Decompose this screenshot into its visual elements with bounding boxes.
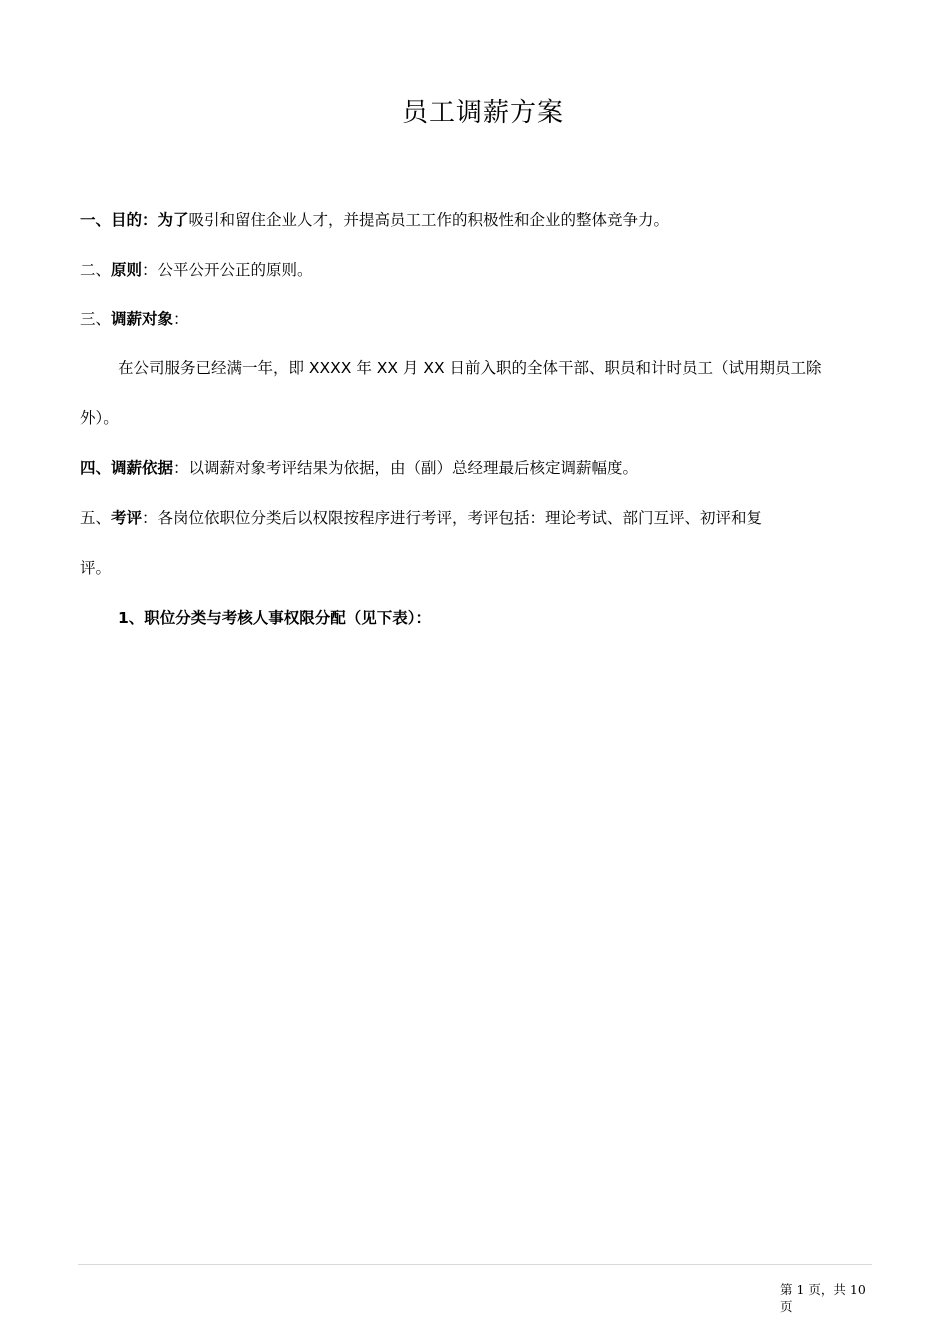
section-evaluation-prefix: 五、 bbox=[80, 509, 112, 527]
section-target-heading bbox=[80, 309, 189, 329]
section-purpose bbox=[80, 210, 669, 230]
section-purpose-text: 吸引和留住企业人才，并提高员工工作的积极性和企业的整体竞争力。 bbox=[188, 211, 670, 229]
page-number-line2: 页 bbox=[780, 1299, 793, 1314]
section-target-label: 调薪对象 bbox=[111, 310, 174, 328]
section-basis-label: 四、调薪依据 bbox=[80, 459, 174, 477]
section-target-body-line2: 外）。 bbox=[80, 409, 119, 427]
section-evaluation-text: ：各岗位依职位分类后以权限按程序进行考评，考评包括：理论考试、部门互评、初评和复 bbox=[142, 509, 763, 527]
section-principle-text: ：公平公开公正的原则。 bbox=[142, 261, 313, 279]
section-principle-prefix: 二、 bbox=[80, 261, 112, 279]
page-number bbox=[780, 1281, 880, 1315]
section-purpose-label: 一、目的：为了 bbox=[80, 211, 189, 229]
section-target-body-line1: 在公司服务已经满一年，即 XXXX 年 XX 月 XX 日前入职的全体干部、职员和计时员工（试用期员工除 bbox=[118, 359, 822, 377]
section-basis bbox=[80, 458, 638, 478]
section-basis-text: ：以调薪对象考评结果为依据，由（副）总经理最后核定调薪幅度。 bbox=[173, 459, 639, 477]
document-title: 员工调薪方案 bbox=[401, 98, 564, 128]
section-principle bbox=[80, 260, 313, 280]
footer-divider bbox=[78, 1264, 872, 1265]
section-evaluation-label: 考评 bbox=[111, 509, 143, 527]
section-evaluation bbox=[80, 508, 762, 528]
section-target-suffix: ： bbox=[173, 310, 189, 328]
page-number-line1: 第 1 页，共 10 bbox=[780, 1282, 866, 1297]
section-principle-label: 原则 bbox=[111, 261, 143, 279]
section-target-prefix: 三、 bbox=[80, 310, 112, 328]
section-evaluation-line2: 评。 bbox=[80, 559, 112, 577]
subsection-heading: 1、职位分类与考核人事权限分配（见下表）： bbox=[118, 609, 432, 627]
